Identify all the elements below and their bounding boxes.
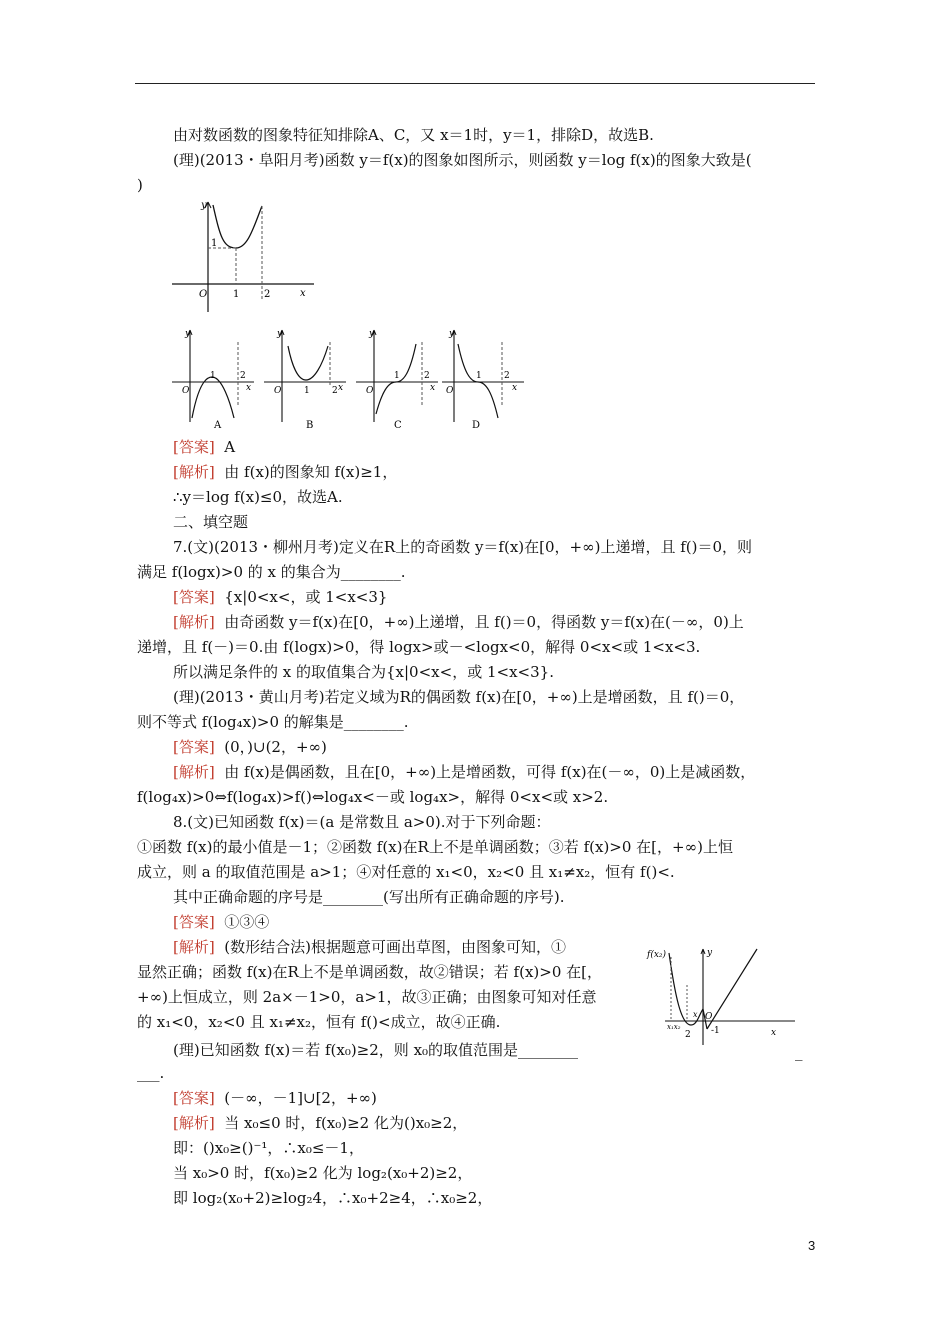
analysis-line — [173, 462, 397, 482]
text-line: ①函数 f(x)的最小值是－1；②函数 f(x)在R上不是单调函数；③若 f(x)>0 在[，+∞)上恒 — [137, 838, 733, 856]
option-a-origin: O — [182, 386, 190, 396]
analysis-line — [173, 1113, 467, 1133]
option-c-y: y — [369, 329, 375, 339]
tick-label: 1 — [233, 289, 240, 300]
analysis-tag: [解析] — [173, 763, 215, 781]
question-line: (理)(2013・阜阳月考)函数 y＝f(x)的图象如图所示，则函数 y＝log f(x)的图象大致是( — [173, 151, 752, 169]
x-mark: x — [693, 1010, 698, 1019]
header-rule — [135, 83, 815, 84]
text-line: ∴y＝log f(x)≤0，故选A. — [173, 488, 343, 506]
option-c-tick1: 1 — [394, 371, 400, 381]
text-line: 当 x₀>0 时，f(x₀)≥2 化为 log₂(x₀+2)≥2， — [173, 1164, 473, 1182]
answer-line — [173, 737, 327, 757]
y-axis-label: y — [707, 948, 713, 958]
option-c-graph — [356, 329, 438, 422]
section-heading: 二、填空题 — [173, 513, 249, 531]
answer-tag: [答案] — [173, 913, 215, 931]
answer-value: A — [224, 438, 236, 456]
text-line: f(log₄x)>0⇔f(log₄x)>f()⇔log₄x<－或 log₄x>，解得 0<x<或 x>2. — [137, 788, 609, 806]
option-a-tick2: 2 — [240, 371, 246, 381]
option-b-origin: O — [274, 386, 282, 396]
option-a-graph — [172, 329, 254, 422]
x-axis-label: x — [300, 288, 306, 299]
text-line: 递增，且 f(－)＝0.由 f(logx)>0，得 logx>或－<logx<0，解得 0<x<或 1<x<3. — [137, 638, 701, 656]
text-line: ___. — [137, 1064, 165, 1082]
answer-tag: [答案] — [173, 738, 215, 756]
function-graph-right — [645, 945, 805, 1047]
page-number: 3 — [808, 1238, 816, 1253]
analysis-text: 由 f(x)是偶函数，且在[0，+∞)上是增函数，可得 f(x)在(－∞，0)上是减函数， — [224, 763, 756, 781]
option-b-y: y — [277, 329, 283, 339]
text-line: 满足 f(logx)>0 的 x 的集合为________. — [137, 563, 406, 581]
answer-options-figures — [168, 322, 528, 430]
answer-tag: [答案] — [173, 588, 215, 606]
option-c-label: C — [394, 420, 402, 430]
option-d-y: y — [449, 329, 455, 339]
text-line: 则不等式 f(log₄x)>0 的解集是________. — [137, 713, 409, 731]
option-b-tick1: 1 — [304, 386, 310, 396]
origin-label: O — [705, 1012, 713, 1022]
text-line: 所以满足条件的 x 的取值集合为{x|0<x<，或 1<x<3}. — [173, 663, 554, 681]
x-axis-label: x — [771, 1028, 777, 1038]
option-d-origin: O — [446, 386, 454, 396]
text-line: 即：()x₀≥()⁻¹，∴x₀≤－1， — [173, 1139, 364, 1157]
function-graph-main — [168, 196, 318, 316]
option-c-origin: O — [366, 386, 374, 396]
option-b-graph — [264, 329, 346, 422]
analysis-text: 由 f(x)的图象知 f(x)≥1， — [224, 463, 398, 481]
option-b-tick2: 2 — [332, 386, 338, 396]
analysis-line — [173, 937, 566, 957]
tick-label: 2 — [685, 1030, 691, 1040]
option-a-label: A — [214, 420, 222, 430]
answer-value: ①③④ — [224, 913, 270, 931]
option-d-x: x — [512, 383, 518, 393]
value-label: 1 — [211, 238, 218, 249]
analysis-tag: [解析] — [173, 613, 215, 631]
question-line: 7.(文)(2013・柳州月考)定义在R上的奇函数 y＝f(x)在[0，+∞)上递增，且 f()＝0，则 — [173, 538, 753, 556]
question-line: (理)已知函数 f(x)＝若 f(x₀)≥2，则 x₀的取值范围是________ — [173, 1041, 579, 1059]
text-line: ) — [137, 176, 143, 194]
option-c-tick2: 2 — [424, 371, 430, 381]
option-b-x: x — [338, 383, 344, 393]
tick-label: -1 — [711, 1026, 720, 1036]
dash-mark: _ — [795, 1043, 803, 1061]
y-axis-label: y — [201, 200, 207, 211]
answer-value: (0，)∪(2，+∞) — [224, 738, 327, 756]
analysis-line — [173, 762, 755, 782]
text-line: 显然正确；函数 f(x)在R上不是单调函数，故②错误；若 f(x)>0 在[， — [137, 963, 602, 981]
analysis-text: (数形结合法)根据题意可画出草图，由图象可知，① — [224, 938, 566, 956]
answer-tag: [答案] — [173, 1089, 215, 1107]
fx2-label: f(x₂) — [647, 950, 667, 960]
answer-tag: [答案] — [173, 438, 215, 456]
tick-label: 2 — [264, 289, 271, 300]
text-line: 即 log₂(x₀+2)≥log₂4，∴x₀+2≥4，∴x₀≥2， — [173, 1189, 493, 1207]
analysis-line — [173, 612, 744, 632]
origin-label: O — [199, 289, 208, 300]
question-line: (理)(2013・黄山月考)若定义域为R的偶函数 f(x)在[0，+∞)上是增函数，且 f()＝0， — [173, 688, 745, 706]
option-d-label: D — [472, 420, 481, 430]
answer-line — [173, 912, 269, 932]
option-a-tick1: 1 — [210, 371, 216, 381]
question-line: 8.(文)已知函数 f(x)＝(a 是常数且 a>0).对于下列命题： — [173, 813, 551, 831]
text-line: +∞)上恒成立，则 2a×－1>0，a>1，故③正确；由图象可知对任意 — [137, 988, 597, 1006]
answer-line — [173, 587, 387, 607]
text-line: 成立，则 a 的取值范围是 a>1；④对任意的 x₁<0，x₂<0 且 x₁≠x₂，恒有 f()<. — [137, 863, 675, 881]
option-a-x: x — [246, 383, 252, 393]
text-line: 其中正确命题的序号是________(写出所有正确命题的序号). — [173, 888, 565, 906]
x1-x2-labels: x₁x₂ — [667, 1023, 681, 1031]
answer-value: {x|0<x<，或 1<x<3} — [224, 588, 388, 606]
option-d-tick2: 2 — [504, 371, 510, 381]
answer-value: (－∞，－1]∪[2，+∞) — [224, 1089, 377, 1107]
text-line: 由对数函数的图象特征知排除A、C，又 x＝1时，y＝1，排除D，故选B. — [173, 126, 654, 144]
answer-line — [173, 437, 235, 457]
analysis-text: 由奇函数 y＝f(x)在[0，+∞)上递增，且 f()＝0，得函数 y＝f(x)在(－∞，0)上 — [224, 613, 744, 631]
option-c-x: x — [430, 383, 436, 393]
option-a-y: y — [185, 329, 191, 339]
option-d-graph — [442, 329, 524, 422]
analysis-text: 当 x₀≤0 时，f(x₀)≥2 化为()x₀≥2， — [224, 1114, 468, 1132]
analysis-tag: [解析] — [173, 463, 215, 481]
analysis-tag: [解析] — [173, 1114, 215, 1132]
option-b-label: B — [306, 420, 314, 430]
option-d-tick1: 1 — [476, 371, 482, 381]
analysis-tag: [解析] — [173, 938, 215, 956]
text-line: 的 x₁<0，x₂<0 且 x₁≠x₂，恒有 f()<成立，故④正确. — [137, 1013, 501, 1031]
answer-line — [173, 1088, 377, 1108]
